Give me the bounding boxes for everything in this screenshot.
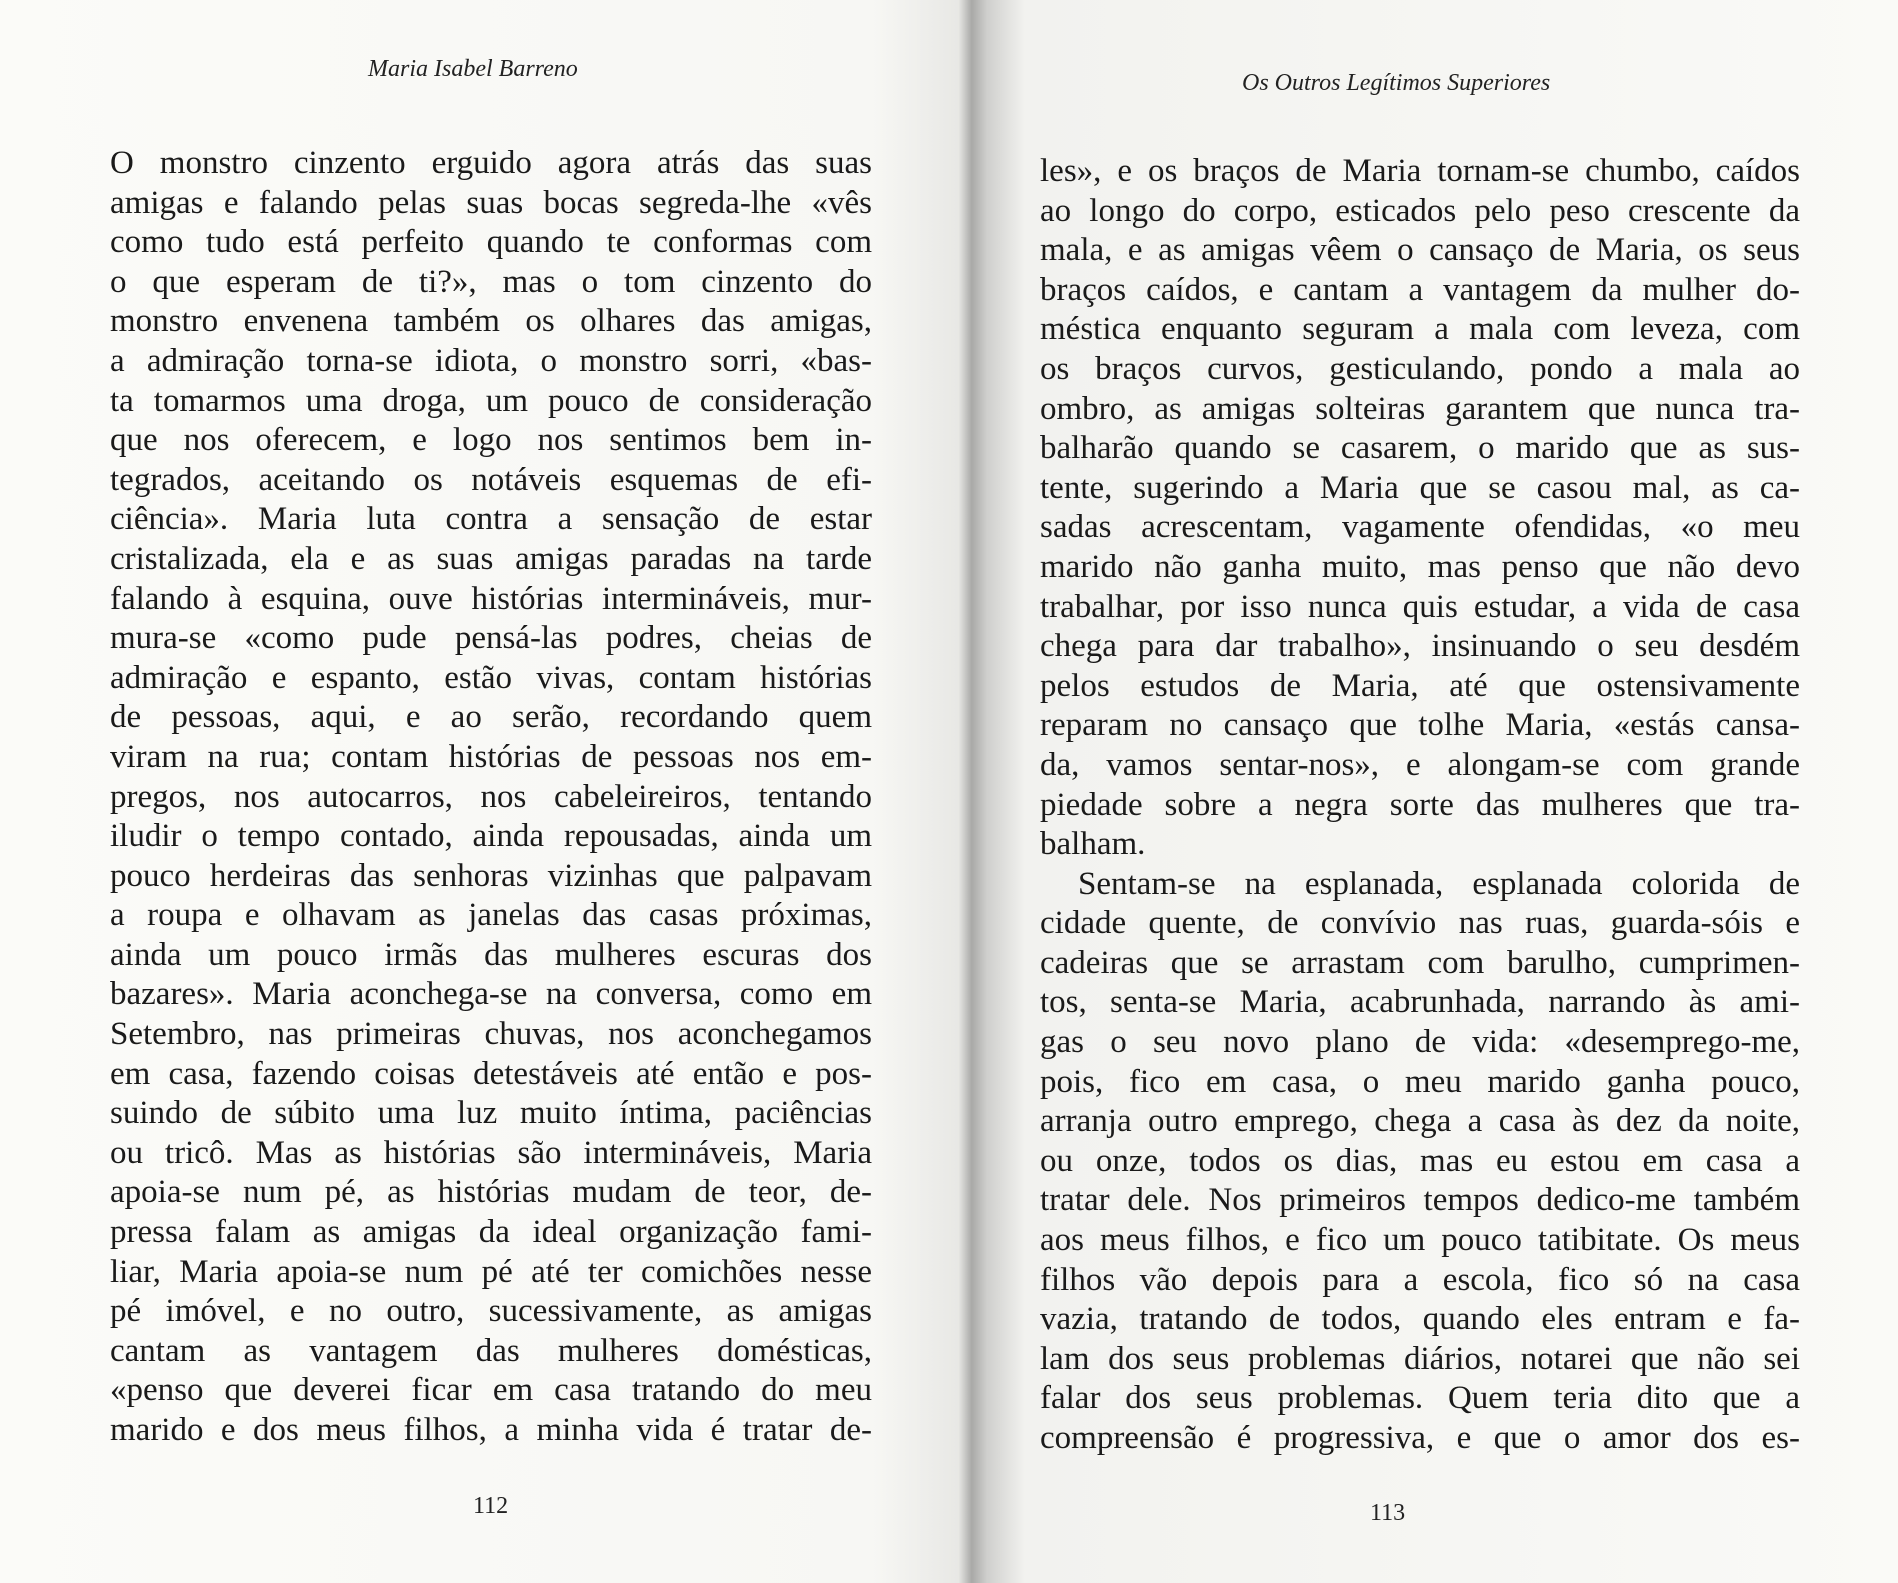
text-line: pois, fico em casa, o meu marido ganha pouco, <box>1040 1063 1800 1100</box>
text-line: tos, senta-se Maria, acabrunhada, narrando às ami- <box>1040 984 1800 1021</box>
right-page-number: 113 <box>1370 1500 1406 1526</box>
text-line: O monstro cinzento erguido agora atrás das suas <box>110 145 872 181</box>
text-line: marido não ganha muito, mas penso que não devo <box>1040 548 1800 585</box>
text-line: apoia-se num pé, as histórias mudam de teor, de- <box>110 1174 872 1211</box>
text-line: pressa falam as amigas da ideal organização fami- <box>110 1214 872 1251</box>
text-line: pé imóvel, e no outro, sucessivamente, as amigas <box>110 1293 872 1330</box>
text-line: mala, e as amigas vêem o cansaço de Maria, os seus <box>1040 232 1800 269</box>
text-line: méstica enquanto seguram a mala com leveza, com <box>1040 311 1800 348</box>
text-line: balharão quando se casarem, o marido que as sus- <box>1040 430 1800 467</box>
text-line: viram na rua; contam histórias de pessoas nos em- <box>110 738 872 775</box>
text-line: o que esperam de ti?», mas o tom cinzento do <box>110 263 872 300</box>
text-line: vazia, tratando de todos, quando eles entram e fa- <box>1040 1301 1800 1338</box>
text-line: filhos vão depois para a escola, fico só na casa <box>1040 1261 1800 1298</box>
text-line: «penso que deverei ficar em casa tratando do meu <box>110 1372 872 1409</box>
text-line: pelos estudos de Maria, até que ostensivamente <box>1040 667 1800 704</box>
text-line: amigas e falando pelas suas bocas segreda-lhe «vês <box>110 184 872 221</box>
text-line: monstro envenena também os olhares das amigas, <box>110 303 872 340</box>
text-line: tegrados, aceitando os notáveis esquemas de efi- <box>110 461 872 498</box>
text-line: cristalizada, ela e as suas amigas paradas na tarde <box>110 540 872 577</box>
text-line: a roupa e olhavam as janelas das casas próximas, <box>110 897 872 934</box>
text-line: cidade quente, de convívio nas ruas, guarda-sóis e <box>1040 905 1800 942</box>
left-running-head: Maria Isabel Barreno <box>368 56 578 82</box>
text-line: tente, sugerindo a Maria que se casou mal, as ca- <box>1040 469 1800 506</box>
text-line: cadeiras que se arrastam com barulho, cumprimen- <box>1040 944 1800 981</box>
text-line: Setembro, nas primeiras chuvas, nos aconchegamos <box>110 1016 872 1053</box>
text-line: em casa, fazendo coisas detestáveis até então e pos- <box>110 1055 872 1092</box>
text-line: ainda um pouco irmãs das mulheres escuras dos <box>110 936 872 973</box>
text-line: como tudo está perfeito quando te conformas com <box>110 224 872 261</box>
text-line: sadas acrescentam, vagamente ofendidas, «o meu <box>1040 509 1800 546</box>
right-text-block <box>1040 152 1800 1459</box>
text-line: ao longo do corpo, esticados pelo peso crescente da <box>1040 192 1800 229</box>
text-line: iludir o tempo contado, ainda repousadas, ainda um <box>110 818 872 855</box>
left-page-number: 112 <box>473 1493 509 1519</box>
text-line: Sentam-se na esplanada, esplanada colorida de <box>1078 865 1800 902</box>
text-line: trabalhar, por isso nunca quis estudar, a vida de casa <box>1040 588 1800 625</box>
text-line: compreensão é progressiva, e que o amor dos es- <box>1040 1420 1800 1456</box>
text-line: falar dos seus problemas. Quem teria dito que a <box>1040 1380 1800 1417</box>
right-page <box>960 0 1898 1583</box>
text-line: balham. <box>1040 826 1146 863</box>
text-line: de pessoas, aqui, e ao serão, recordando quem <box>110 699 872 736</box>
text-line: ou onze, todos os dias, mas eu estou em casa a <box>1040 1142 1800 1179</box>
text-line: da, vamos sentar-nos», e alongam-se com grande <box>1040 746 1800 783</box>
text-line: ombro, as amigas solteiras garantem que nunca tra- <box>1040 390 1800 427</box>
text-line: braços caídos, e cantam a vantagem da mulher do- <box>1040 271 1800 308</box>
text-line: tratar dele. Nos primeiros tempos dedico-me também <box>1040 1182 1800 1219</box>
text-line: que nos oferecem, e logo nos sentimos bem in- <box>110 422 872 459</box>
text-line: bazares». Maria aconchega-se na conversa, como em <box>110 976 872 1013</box>
text-line: a admiração torna-se idiota, o monstro sorri, «bas- <box>110 342 872 379</box>
text-line: ciência». Maria luta contra a sensação de estar <box>110 501 872 538</box>
text-line: les», e os braços de Maria tornam-se chumbo, caídos <box>1040 153 1800 189</box>
text-line: arranja outro emprego, chega a casa às dez da noite, <box>1040 1103 1800 1140</box>
text-line: os braços curvos, gesticulando, pondo a mala ao <box>1040 350 1800 387</box>
text-line: ta tomarmos uma droga, um pouco de consideração <box>110 382 872 419</box>
text-line: gas o seu novo plano de vida: «desemprego-me, <box>1040 1024 1800 1061</box>
text-line: reparam no cansaço que tolhe Maria, «estás cansa- <box>1040 707 1800 744</box>
text-line: falando à esquina, ouve histórias intermináveis, mur- <box>110 580 872 617</box>
text-line: lam dos seus problemas diários, notarei que não sei <box>1040 1340 1800 1377</box>
text-line: chega para dar trabalho», insinuando o seu desdém <box>1040 628 1800 665</box>
text-line: ou tricô. Mas as histórias são intermináveis, Maria <box>110 1134 872 1171</box>
text-line: suindo de súbito uma luz muito íntima, paciências <box>110 1095 872 1132</box>
text-line: pregos, nos autocarros, nos cabeleireiros, tentando <box>110 778 872 815</box>
text-line: liar, Maria apoia-se num pé até ter comichões nesse <box>110 1253 872 1290</box>
text-line: marido e dos meus filhos, a minha vida é tratar de- <box>110 1412 872 1448</box>
text-line: piedade sobre a negra sorte das mulheres que tra- <box>1040 786 1800 823</box>
text-line: mura-se «como pude pensá-las podres, cheias de <box>110 620 872 657</box>
right-running-head: Os Outros Legítimos Superiores <box>1242 70 1551 96</box>
left-text-block <box>110 144 872 1451</box>
text-line: cantam as vantagem das mulheres domésticas, <box>110 1332 872 1369</box>
text-line: pouco herdeiras das senhoras vizinhas que palpavam <box>110 857 872 894</box>
text-line: aos meus filhos, e fico um pouco tatibitate. Os meus <box>1040 1222 1800 1259</box>
text-line: admiração e espanto, estão vivas, contam histórias <box>110 659 872 696</box>
